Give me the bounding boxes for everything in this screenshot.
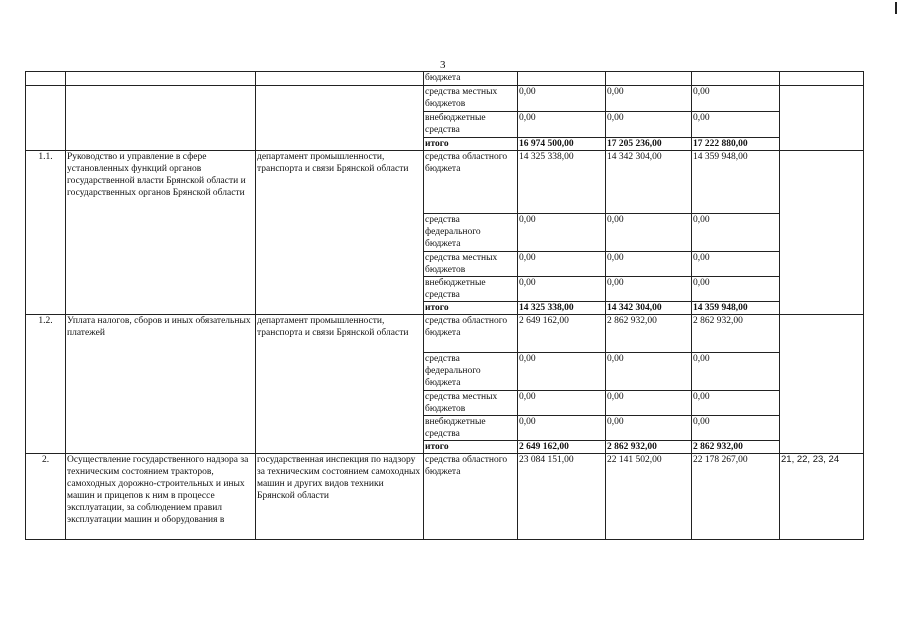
page-number: 3 (440, 59, 446, 71)
funding-source-cell: внебюджетные средства (424, 277, 518, 302)
amount-cell: 0,00 (606, 214, 692, 252)
funding-source-cell: итого (424, 138, 518, 151)
amount-cell: 22 178 267,00 (692, 454, 780, 540)
amount-cell: 14 359 948,00 (692, 151, 780, 214)
item-number-cell: 1.2. (26, 315, 66, 454)
amount-cell: 2 862 932,00 (606, 441, 692, 454)
table-row (26, 315, 864, 353)
amount-cell: 0,00 (518, 86, 606, 112)
executor-cell: государственная инспекция по надзору за техническим состоянием самоходных машин и других видов техники Брянской области (256, 454, 424, 540)
amount-cell: 2 862 932,00 (692, 315, 780, 353)
amount-cell: 0,00 (692, 112, 780, 138)
amount-cell: 0,00 (606, 112, 692, 138)
funding-source-cell: средства местных бюджетов (424, 86, 518, 112)
funding-source-cell: средства местных бюджетов (424, 391, 518, 416)
amount-cell: 0,00 (518, 277, 606, 302)
amount-cell: 23 084 151,00 (518, 454, 606, 540)
amount-cell: 0,00 (606, 353, 692, 391)
amount-cell: 2 649 162,00 (518, 441, 606, 454)
amount-cell: 2 862 932,00 (606, 315, 692, 353)
amount-cell: 0,00 (518, 353, 606, 391)
program-budget-table (25, 71, 864, 540)
amount-cell: 0,00 (692, 277, 780, 302)
page-reference-cell (780, 151, 864, 315)
amount-cell: 0,00 (692, 416, 780, 441)
table-row (26, 72, 864, 86)
amount-cell: 0,00 (518, 214, 606, 252)
amount-cell: 0,00 (518, 112, 606, 138)
table-row (26, 86, 864, 112)
table-row (26, 151, 864, 214)
amount-cell: 16 974 500,00 (518, 138, 606, 151)
table-row (26, 454, 864, 540)
amount-cell: 14 359 948,00 (692, 302, 780, 315)
scan-edge-mark (895, 2, 897, 14)
amount-cell: 0,00 (606, 86, 692, 112)
amount-cell: 17 222 880,00 (692, 138, 780, 151)
executor-cell: департамент промышленности, транспорта и связи Брянской области (256, 315, 424, 454)
amount-cell (606, 72, 692, 86)
amount-cell: 0,00 (518, 252, 606, 277)
amount-cell: 0,00 (518, 391, 606, 416)
amount-cell: 14 325 338,00 (518, 151, 606, 214)
item-number-cell: 1.1. (26, 151, 66, 315)
funding-source-cell: средства областного бюджета (424, 151, 518, 214)
funding-source-cell: внебюджетные средства (424, 416, 518, 441)
funding-source-cell: внебюджетные средства (424, 112, 518, 138)
amount-cell: 0,00 (606, 391, 692, 416)
item-number-cell: 2. (26, 454, 66, 540)
funding-source-cell: средства областного бюджета (424, 454, 518, 540)
amount-cell: 2 862 932,00 (692, 441, 780, 454)
amount-cell: 0,00 (518, 416, 606, 441)
funding-source-cell: итого (424, 441, 518, 454)
amount-cell: 17 205 236,00 (606, 138, 692, 151)
amount-cell: 0,00 (606, 252, 692, 277)
item-name-cell: Уплата налогов, сборов и иных обязательных платежей (66, 315, 256, 454)
funding-source-cell: бюджета (424, 72, 518, 86)
amount-cell: 14 325 338,00 (518, 302, 606, 315)
amount-cell: 22 141 502,00 (606, 454, 692, 540)
funding-source-cell: средства федерального бюджета (424, 353, 518, 391)
amount-cell: 0,00 (692, 214, 780, 252)
amount-cell: 14 342 304,00 (606, 302, 692, 315)
amount-cell: 0,00 (692, 252, 780, 277)
executor-cell: департамент промышленности, транспорта и связи Брянской области (256, 151, 424, 315)
amount-cell (518, 72, 606, 86)
amount-cell (692, 72, 780, 86)
item-name-cell: Осуществление государственного надзора за техническим состоянием тракторов, самоходных дорожно-строительных и иных машин и прицепов к ним в процессе эксплуатации, за соблюдением правил эксплуатации машин и оборудования в (66, 454, 256, 540)
amount-cell: 0,00 (692, 353, 780, 391)
amount-cell: 2 649 162,00 (518, 315, 606, 353)
funding-source-cell: итого (424, 302, 518, 315)
amount-cell: 0,00 (606, 277, 692, 302)
funding-source-cell: средства местных бюджетов (424, 252, 518, 277)
page-reference-cell: 21, 22, 23, 24 (780, 454, 864, 540)
amount-cell: 0,00 (692, 86, 780, 112)
funding-source-cell: средства областного бюджета (424, 315, 518, 353)
funding-source-cell: средства федерального бюджета (424, 214, 518, 252)
amount-cell: 0,00 (606, 416, 692, 441)
table-body (26, 72, 864, 540)
amount-cell: 0,00 (692, 391, 780, 416)
item-name-cell: Руководство и управление в сфере установленных функций органов государственной власти Брянской области и государственных органов Брянской области (66, 151, 256, 315)
amount-cell: 14 342 304,00 (606, 151, 692, 214)
page-reference-cell (780, 315, 864, 454)
